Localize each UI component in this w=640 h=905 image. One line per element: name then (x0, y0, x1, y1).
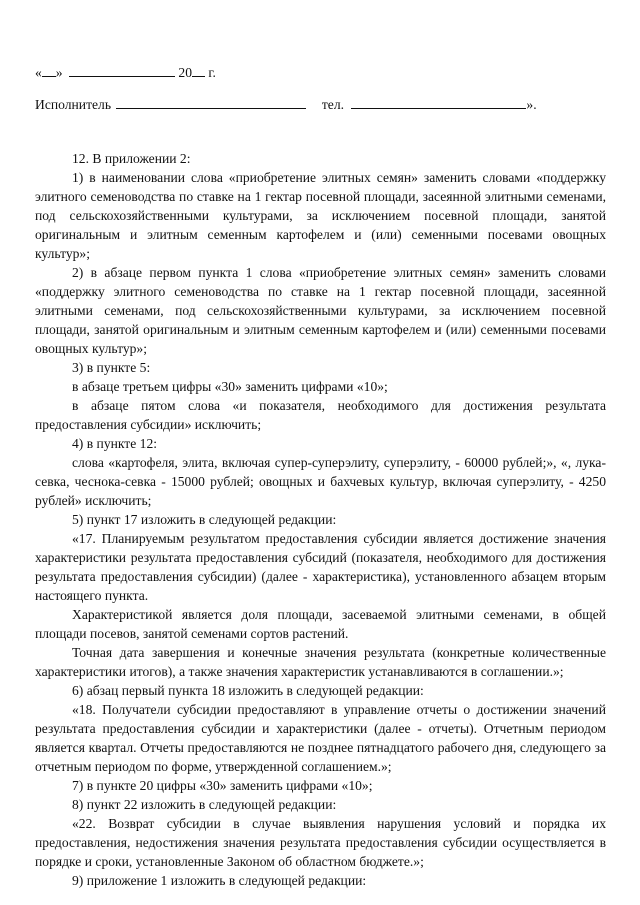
paragraph: в абзаце пятом слова «и показателя, необходимого для достижения результата предоставления субсидии» исключить; (35, 398, 606, 432)
executor-line (35, 94, 537, 114)
paragraph: «18. Получатели субсидии предоставляют в управление отчеты о достижении значений результата предоставления субсидии и характеристики (далее - отчеты). Отчетным периодом является квартал. Отчеты предоставляются не позднее пятнадцатого рабочего дня, следующего за отчетным периодом по форме, утвержденной соглашением.»; (35, 702, 606, 774)
paragraph: 4) в пункте 12: (72, 436, 158, 451)
paragraph: в абзаце третьем цифры «30» заменить цифрами «10»; (72, 379, 388, 394)
paragraph: «22. Возврат субсидии в случае выявления нарушения условий и порядка их предоставления, недостижения значения результата предоставления субсидии осуществляется в порядке и сроки, установленные Законом об областном бюджете.»; (35, 816, 606, 869)
day-blank (42, 62, 56, 77)
year-prefix: 20 (178, 65, 192, 80)
year-suffix: г. (208, 65, 216, 80)
paragraph: слова «картофеля, элита, включая супер-суперэлиту, суперэлиту, - 60000 рублей;», «, лука-севка, чеснока-севка - 15000 рублей; овощных и бахчевых культур, включая суперэлиту, - 4250 рублей» исключить; (35, 455, 606, 508)
paragraph: 9) приложение 1 изложить в следующей редакции: (72, 873, 367, 888)
date-line (35, 62, 216, 82)
paragraph: 5) пункт 17 изложить в следующей редакции: (72, 512, 337, 527)
paragraph: 1) в наименовании слова «приобретение элитных семян» заменить словами «поддержку элитного семеноводства по ставке на 1 гектар посевной площади, засеянной элитными семенами, под сельскохозяйственными культурами, за исключением посевной площади, занятой оригинальным и элитным семенным картофелем и (или) семенными посевами овощных культур»; (35, 170, 606, 261)
executor-label: Исполнитель (35, 97, 112, 112)
paragraph: 12. В приложении 2: (72, 151, 191, 166)
paragraph: 6) абзац первый пункта 18 изложить в следующей редакции: (72, 683, 424, 698)
paragraph: 8) пункт 22 изложить в следующей редакции: (72, 797, 337, 812)
year-blank (192, 62, 205, 77)
date-open-quote: « (35, 65, 42, 80)
phone-label: тел. (321, 97, 345, 112)
date-close-quote: » (55, 65, 63, 80)
paragraph: 7) в пункте 20 цифры «30» заменить цифрами «10»; (72, 778, 373, 793)
paragraph: Характеристикой является доля площади, засеваемой элитными семенами, в общей площади посевов, занятой семенами сортов растений. (35, 607, 606, 641)
document-body (35, 149, 606, 890)
closing-quote: ». (526, 97, 537, 112)
executor-blank (116, 94, 306, 109)
paragraph: 3) в пункте 5: (72, 360, 151, 375)
month-blank (69, 62, 175, 77)
paragraph: Точная дата завершения и конечные значения результата (конкретные количественные характеристики итогов), а также значения характеристик устанавливаются в соглашении.»; (35, 645, 606, 679)
paragraph: «17. Планируемым результатом предоставления субсидии является достижение значения характеристики результата предоставления субсидий (показателя, необходимого для достижения результата предоставления субсидии) (далее - характеристика), установленного абзацем вторым настоящего пункта. (35, 531, 606, 603)
phone-blank (351, 94, 526, 109)
paragraph: 2) в абзаце первом пункта 1 слова «приобретение элитных семян» заменить словами «поддержку элитного семеноводства по ставке на 1 гектар посевной площади, засеянной элитными семенами, под сельскохозяйственными культурами, за исключением посевной площади, занятой оригинальным и элитным семенным картофелем и (или) семенными посевами овощных культур»; (35, 265, 606, 356)
